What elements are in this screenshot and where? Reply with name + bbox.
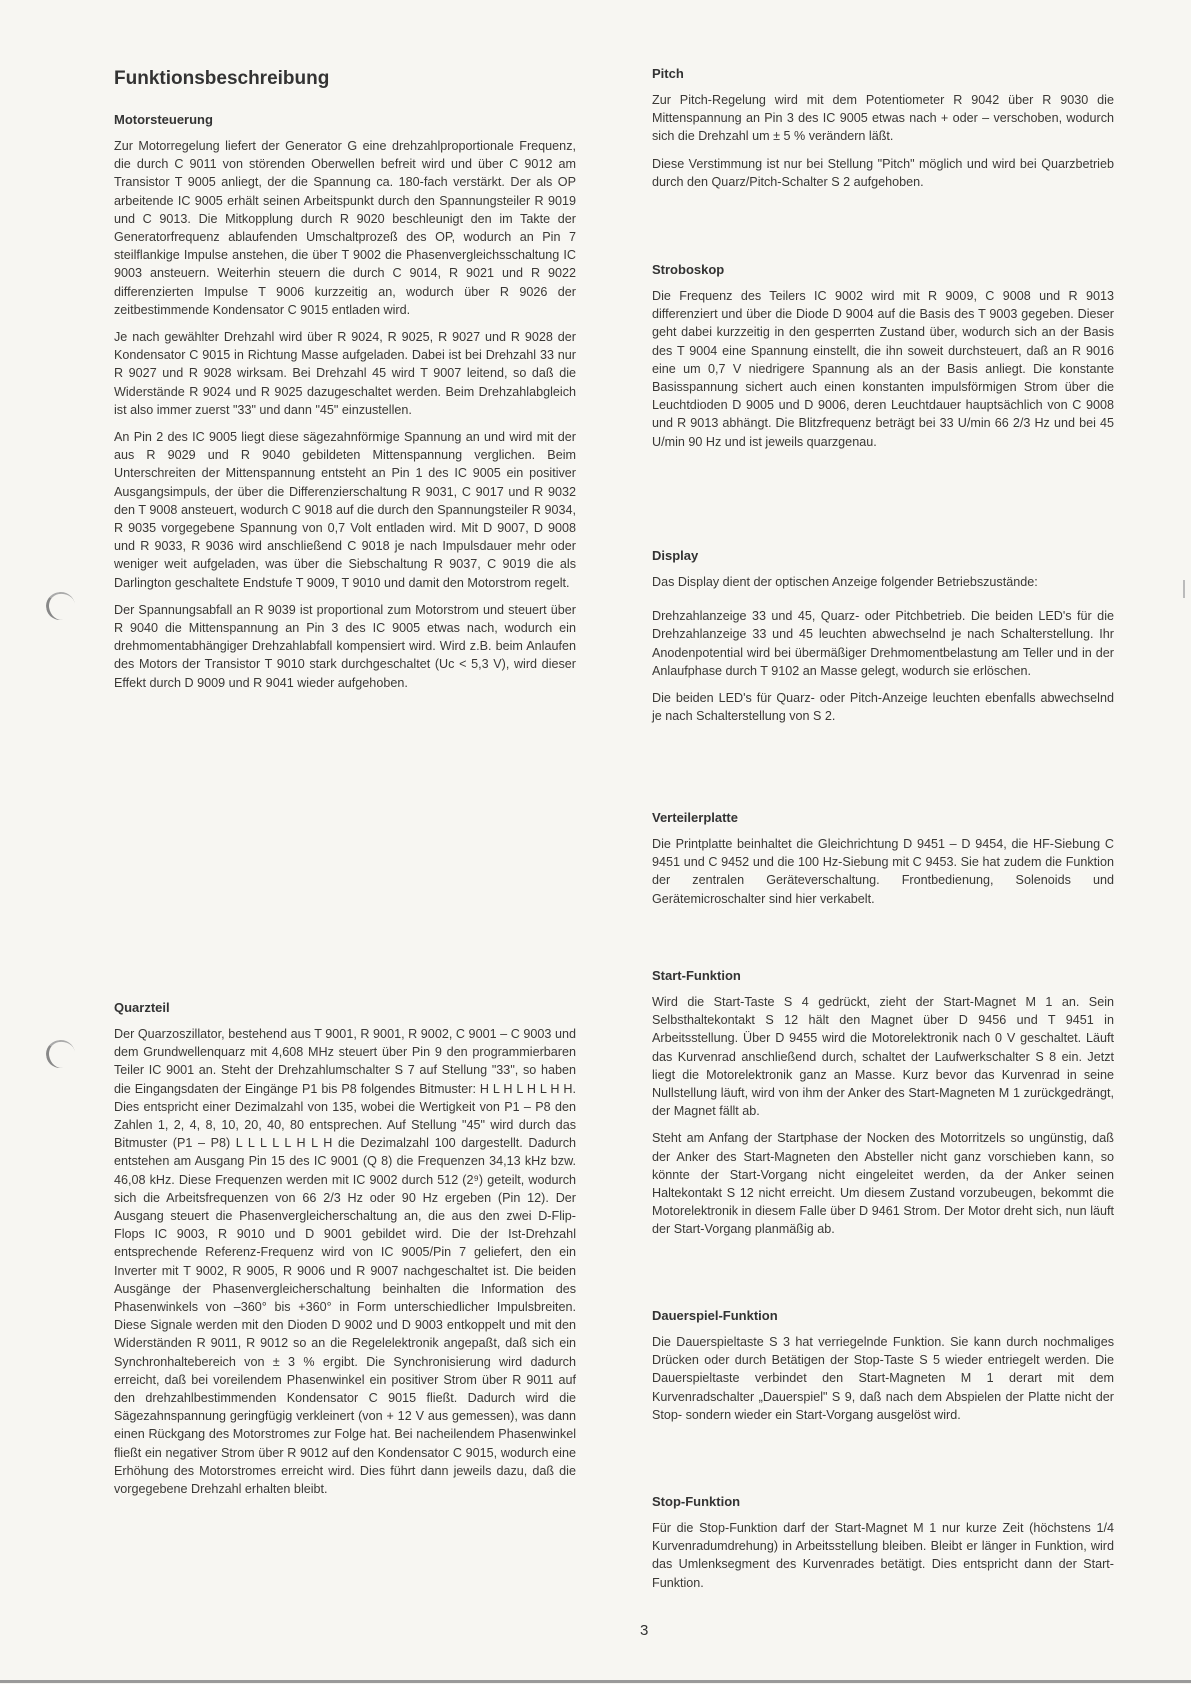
paragraph: Der Quarzoszillator, bestehend aus T 9001, R 9001, R 9002, C 9001 – C 9003 und dem Grundwellenquarz mit 4,608 MHz steuert über Pin 9 den programmierbaren Teiler IC 9001 an. Steht der Drehzahlumschalter S 7 auf Stellung "33", so haben die Eingangsdaten der Eingänge P1 bis P8 folgendes Bitmuster: H L H L H L H H. Dies entspricht einer Dezimalzahl von 135, wobei die Wertigkeit von P1 – P8 den Zahlen 1, 2, 4, 8, 10, 20, 40, 80 entsprechen. Auf Stellung "45" wird durch das Bitmuster (P1 – P8) L L L L L H L H die Dezimalzahl 100 dargestellt. Dadurch entstehen am Ausgang Pin 15 des IC 9001 (Q 8) die Frequenzen 34,13 kHz bzw. 46,08 kHz. Diese Frequenzen werden mit IC 9002 durch 512 (2⁹) geteilt, wodurch sich die Arbeitsfrequenzen von 66 2/3 Hz oder 90 Hz ergeben (Pin 12). Der Ausgang steuert die Phasenvergleicherschaltung an, die aus den zwei D-Flip-Flops IC 9003, R 9010 und D 9001 gebildet wird. Die der Ist-Drehzahl entsprechende Referenz-Frequenz wird von IC 9005/Pin 7 geliefert, den ein Inverter mit T 9002, R 9005, R 9006 und R 9007 nachgeschaltet ist. Die beiden Ausgänge der Phasenvergleicherschaltung beinhalten die Information des Phasenwinkels von –360° bis +360° in Form unterschiedlicher Impulsbreiten. Diese Signale werden mit den Dioden D 9002 und D 9003 entkoppelt und mit den Widerständen R 9011, R 9012 so an die Regelelektronik angepaßt, daß sich ein Synchronhaltebereich von ± 3 % ergibt. Die Synchronisierung wird dadurch erreicht, daß bei voreilendem Phasenwinkel ein positiver Strom über R 9011 auf den drehzahlbestimmenden Kondensator C 9015 fließt. Dadurch wird die Sägezahnspannung geringfügig verkleinert (von + 12 V aus gemessen), was dann einen Rückgang des Motorstromes zur Folge hat. Bei nacheilendem Phasenwinkel fließt ein negativer Strom über R 9012 auf den Kondensator C 9015, wodurch eine Erhöhung des Motorstromes erreicht wird. Dies führt dann jeweils dazu, daß die vorgegebene Drehzahl erhalten bleibt. <box>114 1027 576 1497</box>
page-title: Funktionsbeschreibung <box>114 68 330 89</box>
scan-edge-mark <box>1183 580 1185 598</box>
section-heading: Display <box>652 548 699 563</box>
scan-bottom-edge <box>0 1680 1191 1683</box>
paragraph: Zur Motorregelung liefert der Generator G eine drehzahlproportionale Frequenz, die durch C 9011 von störenden Oberwellen befreit wird und über C 9012 am Transistor T 9005 anliegt, der die Spannung ca. 180-fach verstärkt. Der als OP arbeitende IC 9005 erhält seinen Arbeitspunkt durch den Spannungsteiler R 9019 und C 9013. Die Mitkopplung durch R 9020 beschleunigt den im Takte der Generatorfrequenz ablaufenden Umschaltprozeß des OP, wodurch an Pin 7 steilflankige Impulse anstehen, die über T 9002 die Phasenvergleichsschaltung IC 9003 ansteuern. Weiterhin steuern die durch C 9014, R 9021 und R 9022 differenzierten Impulse T 9006 kurzzeitig an, wodurch über R 9026 der zeitbestimmende Kondensator C 9015 entladen wird. <box>114 139 576 317</box>
paragraph: Das Display dient der optischen Anzeige folgender Betriebszustände: <box>652 575 1038 589</box>
section-motorsteuerung <box>114 112 576 701</box>
punch-hole-mark <box>44 590 77 623</box>
paragraph: Die Frequenz des Teilers IC 9002 wird mit R 9009, C 9008 und R 9013 differenziert und über die Diode D 9004 auf die Basis des T 9003 gegeben. Dieser geht dabei kurzzeitig in den gesperrten Zustand über, wodurch sich an der Basis des T 9004 eine Spannung einstellt, die ihn soweit durchsteuert, daß an R 9016 eine um 0,7 V niedrigere Spannung als an der Basis anliegt. Die konstante Basisspannung sichert auch einen konstanten impulsförmigen Strom über die Leuchtdioden D 9005 und D 9006, deren Leuchtdauer hauptsächlich von C 9008 und R 9013 abhängt. Die Blitzfrequenz beträgt bei 33 U/min 66 2/3 Hz und bei 45 U/min 90 Hz und ist jeweils quarzgenau. <box>652 289 1114 449</box>
paragraph: Der Spannungsabfall an R 9039 ist proportional zum Motorstrom und steuert über R 9040 die Mittenspannung an Pin 3 des IC 9005 etwas nach, wodurch ein drehmomentabhängiger Drehzahlabfall kompensiert wird. Wird z.B. beim Anlaufen des Motors der Transistor T 9010 stark durchgeschaltet (Uc < 5,3 V), wird dieser Effekt durch D 9009 und R 9041 wieder aufgehoben. <box>114 602 576 690</box>
section-heading: Quarzteil <box>114 1000 170 1015</box>
section-quarzteil <box>114 1000 576 1507</box>
paragraph: An Pin 2 des IC 9005 liegt diese sägezahnförmige Spannung an und wird mit der aus R 9029 und R 9040 gebildeten Mittenspannung verglichen. Beim Unterschreiten der Mittenspannung entsteht an Pin 1 des IC 9005 ein positiver Ausgangsimpuls, der über die Differenzierschaltung R 9031, C 9017 und R 9032 den T 9008 ansteuert, wodurch C 9018 auf die durch den Spannungsteiler R 9034, R 9035 vorgegebene Spannung von 0,7 Volt entladen wird. Mit D 9007, D 9008 und R 9033, R 9036 wird anschließend C 9018 je nach Impulsdauer mehr oder weniger weit aufgeladen, was über die Siebschaltung R 9037, C 9019 die als Darlington geschaltete Endstufe T 9009, T 9010 und damit den Motorstrom regelt. <box>114 430 576 590</box>
section-heading: Verteilerplatte <box>652 810 738 825</box>
section-dauerspiel <box>652 1308 1114 1433</box>
section-heading: Stop-Funktion <box>652 1494 741 1509</box>
section-start <box>652 968 1114 1248</box>
section-heading: Stroboskop <box>652 262 725 277</box>
section-heading: Dauerspiel-Funktion <box>652 1308 778 1323</box>
paragraph: Die beiden LED's für Quarz- oder Pitch-Anzeige leuchten ebenfalls abwechselnd je nach Schalterstellung von S 2. <box>652 691 1114 724</box>
paragraph: Je nach gewählter Drehzahl wird über R 9024, R 9025, R 9027 und R 9028 der Kondensator C 9015 in Richtung Masse aufgeladen. Dabei ist bei Drehzahl 33 nur R 9027 und R 9028 wirksam. Bei Drehzahl 45 wird T 9007 leitend, so daß die Widerstände R 9024 und R 9025 dazugeschaltet werden. Beim Drehzahlabgleich ist also immer zuerst "33" und dann "45" einzustellen. <box>114 330 576 417</box>
paragraph: Drehzahlanzeige 33 und 45, Quarz- oder Pitchbetrieb. Die beiden LED's für die Drehzahlanzeige 33 und 45 leuchten abwechselnd je nach Schalterstellung. Ihr Anodenpotential wird bei übermäßiger Drehmomentbelastung am Teller und in der Anlaufphase durch T 9102 an Masse gelegt, wodurch sie erlöschen. <box>652 609 1114 678</box>
section-stop <box>652 1494 1114 1601</box>
section-heading: Pitch <box>652 66 684 81</box>
paragraph: Zur Pitch-Regelung wird mit dem Potentiometer R 9042 über R 9030 die Mittenspannung an Pin 3 des IC 9005 etwas nach + oder – verschoben, wodurch sich die Drehzahl um ± 5 % verändern läßt. <box>652 93 1114 144</box>
section-verteilerplatte <box>652 810 1114 917</box>
section-display <box>652 548 1114 734</box>
paragraph: Für die Stop-Funktion darf der Start-Magnet M 1 nur kurze Zeit (höchstens 1/4 Kurvenradumdrehung) in Arbeitsstellung bleiben. Bleibt er länger in Funktion, wird das Umlenksegment des Kurvenrades betätigt. Dies entspricht dann der Start-Funktion. <box>652 1521 1114 1590</box>
paragraph: Die Printplatte beinhaltet die Gleichrichtung D 9451 – D 9454, die HF-Siebung C 9451 und C 9452 und die 100 Hz-Siebung mit C 9453. Sie hat zudem die Funktion der zentralen Geräteverschaltung. Frontbedienung, Solenoids und Gerätemicroschalter sind hier verkabelt. <box>652 837 1114 906</box>
page-number: 3 <box>640 1622 649 1639</box>
section-stroboskop <box>652 262 1114 460</box>
paragraph: Die Dauerspieltaste S 3 hat verriegelnde Funktion. Sie kann durch nochmaliges Drücken oder durch Betätigen der Stop-Taste S 5 wieder entriegelt werden. Die Dauerspieltaste verbindet den Start-Magneten M 1 derart mit dem Kurvenradschalter „Dauerspiel" S 9, daß nach dem Abspielen der Platte nicht der Stop- sondern wieder ein Start-Vorgang ausgelöst wird. <box>652 1335 1114 1422</box>
section-heading: Start-Funktion <box>652 968 741 983</box>
section-pitch <box>652 66 1114 200</box>
paragraph: Wird die Start-Taste S 4 gedrückt, zieht der Start-Magnet M 1 an. Sein Selbsthaltekontakt S 12 hält den Magnet über D 9456 und T 9451 in Arbeitsstellung. Über D 9455 wird die Motorelektronik nach 0 V geschaltet. Läuft das Kurvenrad anschließend durch, schaltet der Laufwerkschalter S 8 ein. Jetzt liegt die Motorelektronik ganz an Masse. Kurz bevor das Kurvenrad in seine Nullstellung läuft, wird von ihm der Anker des Start-Magneten M 1 zurückgedrängt, der Magnet fällt ab. <box>652 995 1114 1119</box>
punch-hole-mark <box>44 1038 77 1071</box>
paragraph: Steht am Anfang der Startphase der Nocken des Motorritzels so ungünstig, daß der Anker des Start-Magneten den Absteller nicht ganz vorschieben kann, so könnte der Start-Vorgang nicht eingeleitet werden, da der Anker seinen Haltekontakt S 12 nicht erreicht. Um diesem Zustand vorzubeugen, bekommt die Motorelektronik in diesem Falle über D 9461 Strom. Der Motor dreht sich, nun läuft der Start-Vorgang planmäßig ab. <box>652 1131 1114 1237</box>
section-heading: Motorsteuerung <box>114 112 213 127</box>
paragraph: Diese Verstimmung ist nur bei Stellung "Pitch" möglich und wird bei Quarzbetrieb durch den Quarz/Pitch-Schalter S 2 aufgehoben. <box>652 156 1114 189</box>
